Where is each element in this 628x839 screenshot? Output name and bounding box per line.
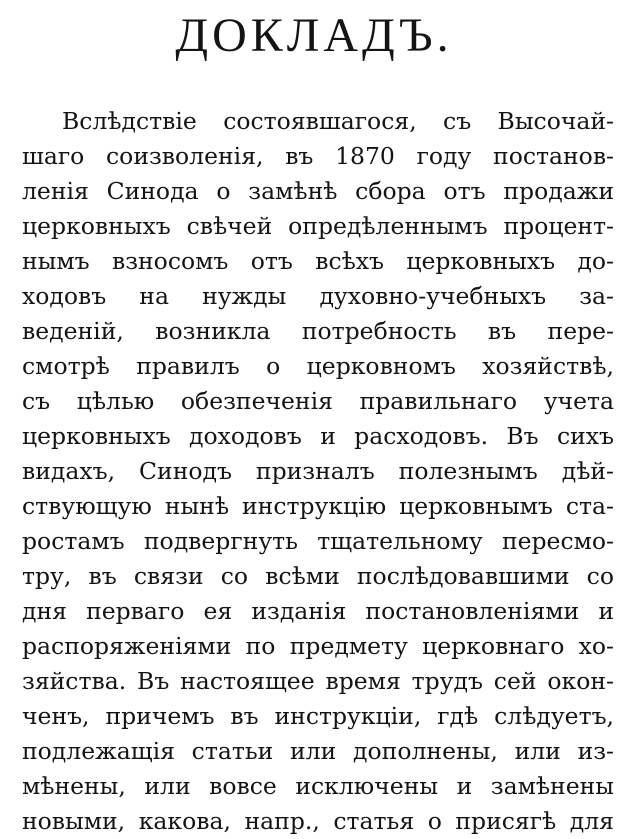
text-line: зяйства. Въ настоящее время трудъ сей окон- (22, 667, 614, 695)
text-line: тру, въ связи со всѣми послѣдовавшими со (22, 562, 614, 590)
text-line: веденій, возникла потребность въ пере- (22, 317, 614, 345)
text-line: шаго соизволенія, въ 1870 году постанов- (22, 142, 614, 170)
text-line: видахъ, Синодъ призналъ полезнымъ дѣй- (22, 457, 614, 485)
text-line: дня перваго ея изданія постановленіями и (22, 597, 614, 625)
text-line: ростамъ подвергнуть тщательному пересмо- (22, 527, 614, 555)
text-line: подлежащія статьи или дополнены, или из- (22, 737, 614, 765)
text-line: мѣнены, или вовсе исключены и замѣнены (22, 772, 614, 800)
text-line: новыми, какова, напр., статья о присягѣ для (22, 807, 614, 835)
text-line: ченъ, причемъ въ инструкціи, гдѣ слѣдуетъ, (22, 702, 614, 730)
document-title: ДОКЛАДЪ. (175, 9, 453, 62)
text-line: нымъ взносомъ отъ всѣхъ церковныхъ до- (22, 247, 614, 275)
text-line: церковныхъ доходовъ и расходовъ. Въ сихъ (22, 422, 614, 450)
text-line: ходовъ на нужды духовно-учебныхъ за- (22, 282, 614, 310)
text-line: церковныхъ свѣчей опредѣленнымъ процент- (22, 212, 614, 240)
text-line: ствующую нынѣ инструкцію церковнымъ ста- (22, 492, 614, 520)
text-line: смотрѣ правилъ о церковномъ хозяйствѣ, (22, 352, 614, 380)
text-line: съ цѣлью обезпеченія правильнаго учета (22, 387, 614, 415)
text-line: распоряженіями по предмету церковнаго хо- (22, 632, 614, 660)
text-line: Вслѣдствіе состоявшагося, съ Высочай- (62, 107, 614, 135)
document-body (22, 104, 614, 839)
text-line: ленія Синода о замѣнѣ сбора отъ продажи (22, 177, 614, 205)
